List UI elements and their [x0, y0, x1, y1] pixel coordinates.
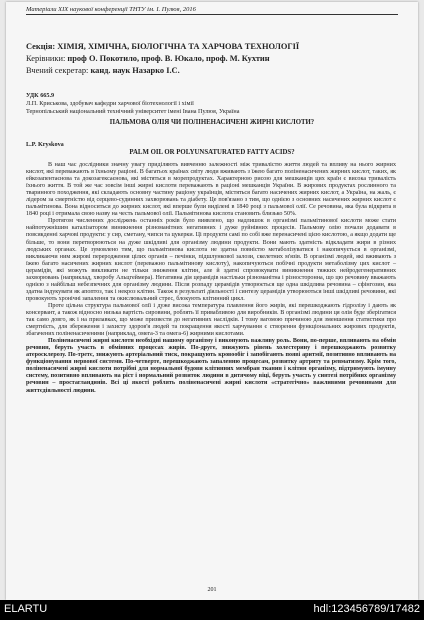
secretary-line	[26, 66, 180, 75]
repository-name: ELARTU	[4, 603, 48, 615]
section-heading: Секція: ХІМІЯ, ХІМІЧНА, БІОЛОГІЧНА ТА ХАРЧОВА ТЕХНОЛОГІЇ	[26, 42, 300, 51]
document-page	[6, 2, 418, 600]
header-rule	[26, 14, 398, 15]
secretary-name: канд. наук Назарко І.С.	[90, 66, 180, 75]
page-number: 201	[207, 587, 217, 593]
paragraph: В наш час дослідники значну увагу приділяють вивченню залежності між тривалістю життя людей та впливу на нього жирних кислот, які переважають в їхньому раціоні. В багатьох країнах світу люди вживають з їжею багато поліненасичених жирних кислот, таких, як ейкозапентаєнова та докозагексаєнова, які містяться в морепродуктах. Характерною рисою для мешканців цих країн є висока тривалість їхнього життя. В той же час зовсім інші жирні кислоти переважають в раціоні мешканців України. В жирових продуктах рослинного та тваринного походження, які складають основну частину раціону українців, містяться багато насичених жирних кислот, а Україна, на жаль, є лідером за смертністю від серцево-судинних захворювань та діабету. Це пов'язано з тим, що однією з основних насичених жирних кислот є пальмітинова. Вона відноситься до жирних кислот, які вперше були виділені в 1840 році з пальмової олії. Се речовина, яка була відкрита в 1840 році і отримала свою назву на честь пальмової олії. Пальмітинова кислота становить близько 50%.	[26, 162, 396, 218]
handle-id: hdl:123456789/17482	[313, 603, 420, 615]
footer-bar	[0, 600, 424, 620]
leaders-label: Керівники:	[26, 54, 66, 63]
running-header: Матеріали XIX наукової конференції ТНТУ ім. І. Пулюя, 2016	[26, 6, 196, 13]
institution: Тернопільський національний технічний університет імені Івана Пулюя, Україна	[26, 108, 240, 115]
article-title-ua: ПАЛЬМОВА ОЛІЯ ЧИ ПОЛІНЕНАСИЧЕНІ ЖИРНІ КИСЛОТИ?	[109, 119, 315, 126]
author-en: L.P. Kryskova	[26, 141, 64, 148]
udk-code: УДК 665.9	[26, 92, 55, 99]
leaders-line	[26, 54, 270, 63]
article-title-en: PALM OIL OR POLYUNSATURATED FATTY ACIDS?	[129, 149, 295, 156]
secretary-label: Вчений секретар:	[26, 66, 89, 75]
paragraph: Протягом численних досліджень останніх років було виявлено, що надлишок в організмі пальмітинової кислоти може стати найпотужнішим каталізатором виникнення різноманітних негативних і дуже руйнівних процесів. Пальмову олію почали додавати в повсякденні харчові продукти: у сир, сметану, чипси та цукерки. Ці продукти самі по собі вже перенасичені цією кислотою, а якщо додати ще більше, то вони перетворюються на дуже шкідливі для організму людини продукти. Вони мають здатність відкладати жири в різних людських органах. Це зумовлено тим, що пальмітинова кислота не здатна повністю метаболізуватися і накопичується в організмі, викликаючи ним жирові переродження цілих органів – печінки, підшлункової залози, скелетних м'язів. В організмі людей, які вживають з їжею багато насичених жирних кислот (переважно пальмітинову кислоту), накопичуються побічні продукти метаболізму цих кислот – церамідів, які можуть викликати не тільки зниження клітин, але й здатні спровокувати виникнення тяжких нейродегенеративних захворювань (наприклад, хворобу Альцгеймера). Негативна дія церамідів настільки різноманітна і різносторонна, що цю речовину вважають однією з найбільш небезпечних для організму людини. Після розпаду церамідів утворюється ще одна шкідлива речовина – сфінгозин, яка здатна індукувати як апоптоз, так і некроз клітин. Також в результаті діяльності і синтезу церамідів утворюються інші шкідливі речовини, які провокують хронічні запалення та окислювальний стрес, блокують клітинний цикл.	[26, 218, 396, 302]
author-ua: Л.П. Криськова, здобувач кафедри харчової біотехнології і хімії	[26, 100, 194, 107]
paragraph: Проте цільна структура пальмової олії і дуже висока температура плавлення його жирів, які перешкоджають гідролізу і дають як консервант, а також відносно низька вартість сировини, роблять її привабливою для виробників. В організмі людини ця олія буде зберігатися так само довго, як і на прилавках, що може призвести до негативних наслідків. І тому вагомою причиною для зменшення статистики про смертність, для збереження і захисту здоров'я людей та покращення якості харчування є створення функціональних жирових продуктів, збагачених поліненасиченими (наприклад, омега-3 та омега-6) жирними кислотами.	[26, 302, 396, 338]
paragraph: Поліненасичені жирні кислоти необхідні нашому організму і виконують важливу роль. Вони, по-перше, впливають на обмін речовин, беруть участь в обмінних процесах жирів. По-друге, знижують рівень холестерину і перешкоджають розвитку атеросклерозу. По-третє, знижують артеріальний тиск, покращують кровообіг і запобігають появі аритмії, позитивно впливають на функціонування нервової системи. По-четверте, перешкоджають запаленню процесам, розвитку артриту та ревматизму. Крім того, поліненасичені жирні кислоти потрібні для нормальної будови клітинних мембран тканин і клітин організму, підтримують імунну систему, позитивно впливають на ріст і нормальний розвиток людини в дитячому віці, беруть участь у синтезі потрібних організму речовин – простагландинів. Всі ці якості роблять поліненасичені жирні кислоти «стратегічно» важливими речовинами для життєдіяльності людини.	[26, 338, 396, 394]
article-body	[26, 162, 396, 395]
leaders-names: проф О. Покотило, проф. В. Юкало, проф. М. Кухтин	[67, 54, 270, 63]
